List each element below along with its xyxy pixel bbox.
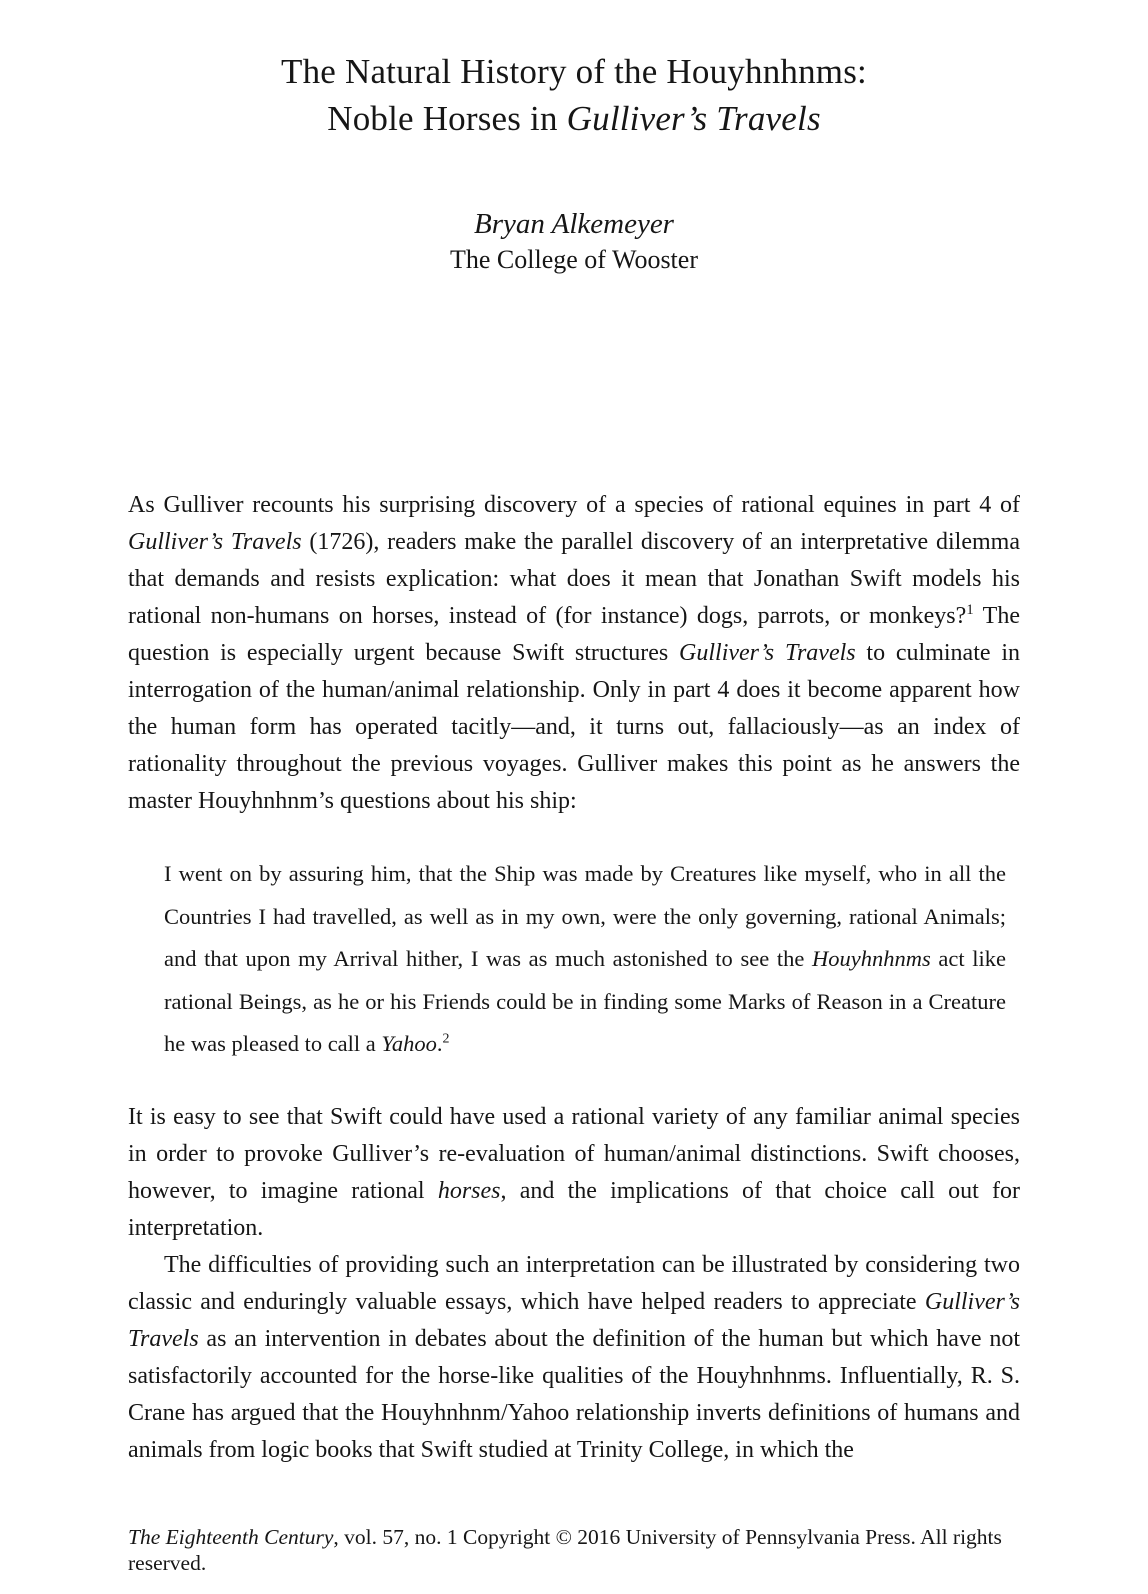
article-byline xyxy=(0,206,1148,276)
body-paragraph-3: The difficulties of providing such an interpretation can be illustrated by considering two classic and enduringly valuable essays, which have helped readers to appreciate Gulliver’s Travels as an intervention in debates about the definition of the human but which have not satisfactorily accounted for the horse-like qualities of the Houyhnhnms. Influentially, R. S. Crane has argued that the Houyhnhnm/Yahoo relationship inverts definitions of humans and animals from logic books that Swift studied at Trinity College, in which the xyxy=(128,1251,1020,1463)
body-paragraph-1: As Gulliver recounts his surprising discovery of a species of rational equines in part 4 of Gulliver’s Travels (1726), readers make the parallel discovery of an interpretative dilemma that demands and resists explication: what does it mean that Jonathan Swift models his rational non-humans on horses, instead of (for instance) dogs, parrots, or monkeys?$^1$ The question is especially urgent because Swift structures Gulliver’s Travels to culminate in interrogation of the human/animal relationship. Only in part 4 does it become apparent how the human form has operated tacitly—and, it turns out, fallaciously—as an index of rationality throughout the previous voyages. Gulliver makes this point as he answers the master Houyhnhnm’s questions about his ship: xyxy=(128,492,1020,814)
article-header xyxy=(0,48,1148,276)
article-title-line2: Noble Horses in Gulliver’s Travels xyxy=(327,99,821,138)
article-title xyxy=(0,48,1148,142)
article-title-line1: The Natural History of the Houyhnhnms: xyxy=(281,52,867,91)
author-affiliation: The College of Wooster xyxy=(450,245,698,274)
body-paragraph-2: It is easy to see that Swift could have used a rational variety of any familiar animal species in order to provoke Gulliver’s re-evaluation of human/animal distinctions. Swift chooses, however, to imagine rational horses, and the implications of that choice call out for interpretation. xyxy=(128,1103,1020,1241)
journal-copyright-footer: The Eighteenth Century, vol. 57, no. 1 Copyright © 2016 University of Pennsylvania Press. All rights reserved. xyxy=(128,1525,1002,1575)
block-quote: I went on by assuring him, that the Ship was made by Creatures like myself, who in all the Countries I had travelled, as well as in my own, were the only governing, rational Animals; and that upon my Arrival hither, I was as much astonished to see the Houyhnhnms act like rational Beings, as he or his Friends could be in finding some Marks of Reason in a Creature he was pleased to call a Yahoo.$^2$ xyxy=(164,861,1006,1056)
author-name: Bryan Alkemeyer xyxy=(474,208,674,240)
article-body xyxy=(128,487,1020,1530)
